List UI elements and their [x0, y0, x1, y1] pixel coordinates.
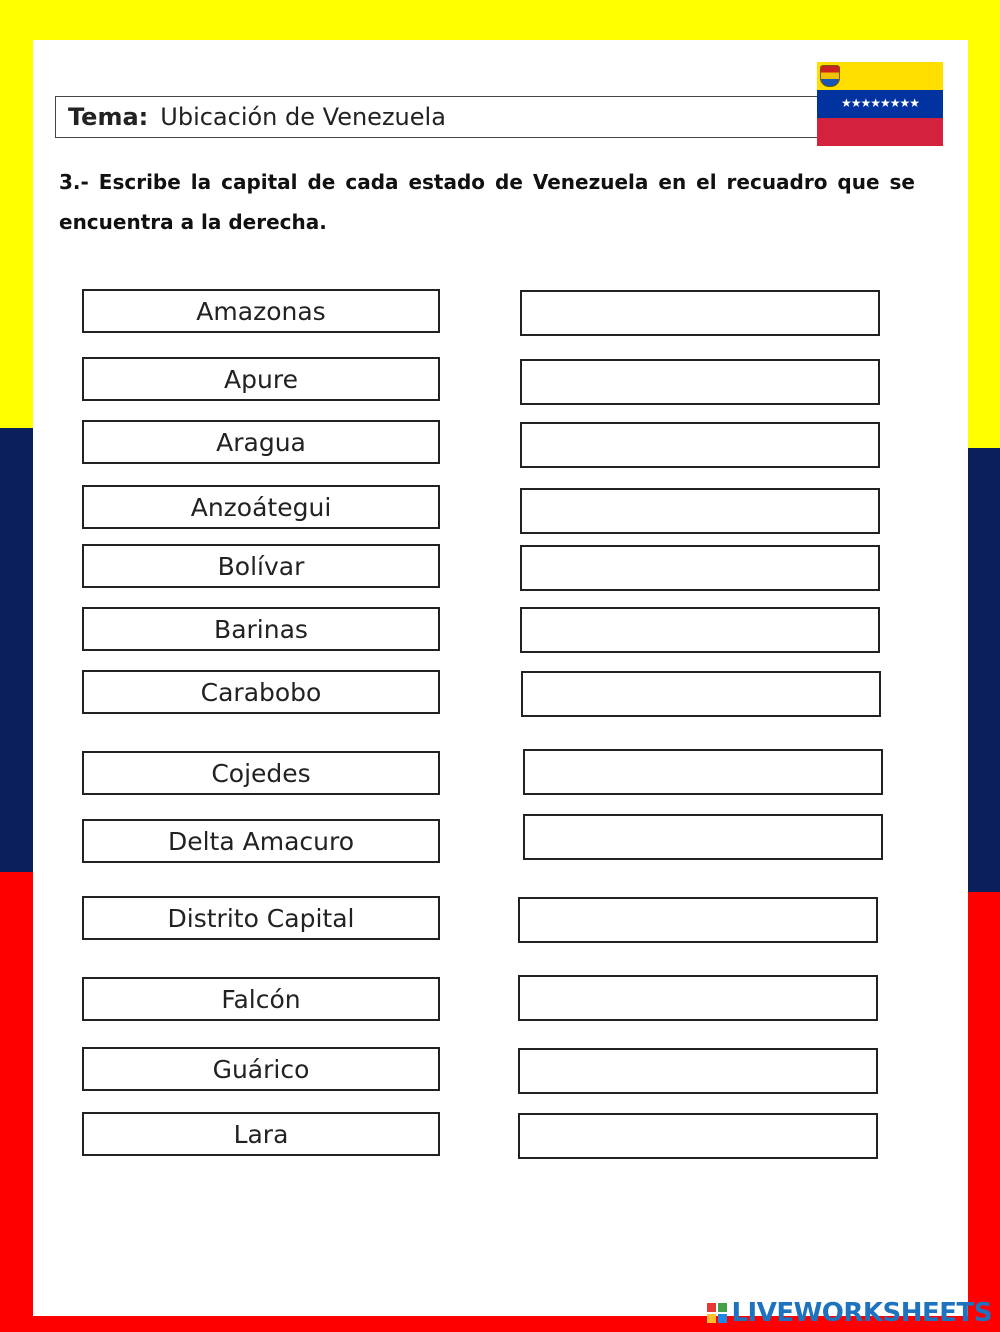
state-label-anzoategui: Anzoátegui — [82, 485, 440, 529]
state-label-aragua: Aragua — [82, 420, 440, 464]
topic-box — [55, 96, 845, 138]
state-label-amazonas: Amazonas — [82, 289, 440, 333]
state-label-bolivar: Bolívar — [82, 544, 440, 588]
capital-input-anzoategui[interactable] — [520, 488, 880, 534]
instructions-text: 3.- Escribe la capital de cada estado de Venezuela en el recuadro que se encuentra a la derecha. — [59, 170, 915, 234]
state-label-carabobo: Carabobo — [82, 670, 440, 714]
capital-input-bolivar[interactable] — [520, 545, 880, 591]
capital-input-carabobo[interactable] — [521, 671, 881, 717]
liveworksheets-logo-icon — [707, 1303, 727, 1323]
capital-input-lara[interactable] — [518, 1113, 878, 1159]
capital-input-falcon[interactable] — [518, 975, 878, 1021]
liveworksheets-watermark[interactable] — [707, 1298, 992, 1328]
capital-input-apure[interactable] — [520, 359, 880, 405]
topic-value: Ubicación de Venezuela — [160, 103, 446, 131]
state-label-barinas: Barinas — [82, 607, 440, 651]
venezuela-flag-icon — [817, 62, 943, 146]
watermark-text: LIVEWORKSHEETS — [731, 1298, 992, 1328]
coat-of-arms-icon — [820, 65, 840, 87]
capital-input-delta-amacuro[interactable] — [523, 814, 883, 860]
state-label-distrito-capital: Distrito Capital — [82, 896, 440, 940]
flag-stars: ★★★★★★★★ — [840, 96, 920, 110]
capital-input-guarico[interactable] — [518, 1048, 878, 1094]
state-label-delta-amacuro: Delta Amacuro — [82, 819, 440, 863]
state-label-lara: Lara — [82, 1112, 440, 1156]
capital-input-cojedes[interactable] — [523, 749, 883, 795]
state-label-cojedes: Cojedes — [82, 751, 440, 795]
capital-input-distrito-capital[interactable] — [518, 897, 878, 943]
capital-input-amazonas[interactable] — [520, 290, 880, 336]
state-label-falcon: Falcón — [82, 977, 440, 1021]
topic-label: Tema: — [68, 103, 149, 131]
state-label-apure: Apure — [82, 357, 440, 401]
state-label-guarico: Guárico — [82, 1047, 440, 1091]
capital-input-barinas[interactable] — [520, 607, 880, 653]
capital-input-aragua[interactable] — [520, 422, 880, 468]
